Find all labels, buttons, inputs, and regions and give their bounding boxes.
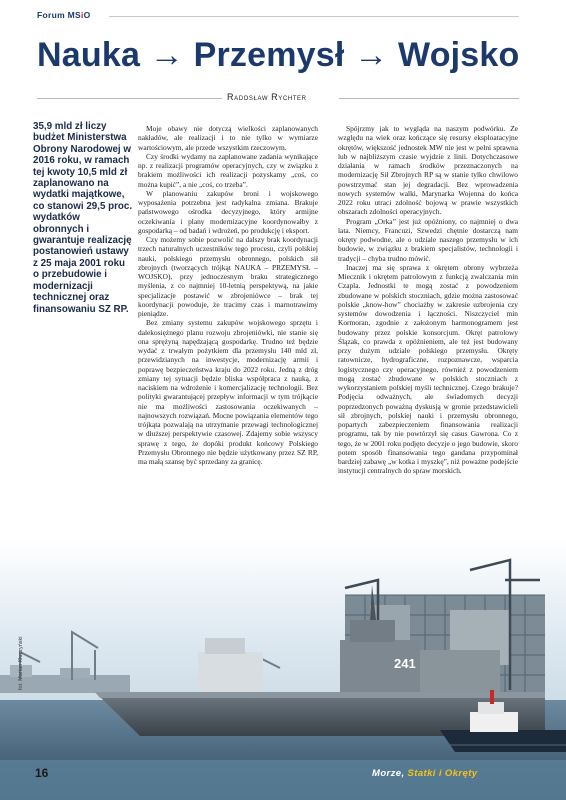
arrow-icon: → (354, 36, 389, 74)
title-word-wojsko: Wojsko (398, 36, 520, 74)
article-title (37, 34, 527, 76)
divider (339, 98, 519, 99)
footer-band (0, 760, 566, 800)
paragraph: Czy środki wydamy na zaplanowane zadania wynikające np. z realizacji programów operacyjnych, czy w związku z brakiem możliwości ich realizacji pozyskamy „coś, co można kupić”, a nie „coś, co trzeba”. (138, 151, 318, 189)
body-column-1 (138, 124, 318, 466)
paragraph: Program „Orka” jest już opóźniony, co najmniej o dwa lata. Niemcy, Francuzi, Szwedzi chętnie dostarczą nam okręty podwodne, ale o udziale naszego przemysłu w ich budowie, w związku z brakiem specjalistów, technologii i tradycji – chyba trudno mówić. (338, 216, 518, 263)
section-rule (109, 16, 519, 17)
author-name: Radosław Rychter (227, 92, 307, 102)
paragraph: W planowaniu zakupów broni i wojskowego wyposażenia potrzebna jest radykalna zmiana. Brakuje państwowego ośrodka decyzyjnego, który armijne oczekiwania i plany modernizacyjne koordynowałby z gospodarką – od badań i wdrożeń, po produkcję i eksport. (138, 188, 318, 235)
paragraph: Bez zmiany systemu zakupów wojskowego sprzętu i dalekosiężnego planu rozwoju zbrojeniówki, nie stanie się ona sprężyną napędzającą gospodarkę. Trudno też będzie wydać z trwałym pożytkiem dla przemysłu 140 mld zł, przewidzianych na inwestycje, modernizację armii i poprawę bezpieczeństwa kraju do 2022 roku. Jedną z dróg zmiany tej sytuacji będzie bliska współpraca z nauką, z naciskiem na wdrożenie i komercjalizację technologii. Bez polityki gwarantującej przepływ informacji w tym trójkącie nie ma możliwości zastosowania oczekiwanych – najnowszych rozwiązań. Mocne powiązania elementów tego trójkąta pozwalają na utrzymanie przewagi technologicznej w dłuższej perspektywie czasowej. Zdajemy sobie wszyscy sprawę z tego, że dopóki produkt końcowy Polskiego Przemysłu Obronnego nie będzie użytkowany przez SZ RP, ma małą szansę być sprzedany za granicę. (138, 318, 318, 466)
title-word-przemysl: Przemysł (193, 36, 345, 74)
section-label: Forum MSiO (37, 10, 91, 20)
photo-credit: fot. Marian Kluczyński (18, 636, 24, 690)
paragraph: Czy możemy sobie pozwolić na dalszy brak koordynacji trzech naturalnych uczestników tego procesu, czyli polskiej nauki, polskiego przemysłu obronnego, polskich sił zbrojnych (tworzących trójkąt NAUKA – PRZEMYSŁ – WOJSKO), przy jednoczesnym braku strategicznego myślenia, z co najmniej 10-letnią perspektywą, na jakie specjalizacje postawić w zbrojeniówce – brak tej koordynacji powoduje, że tracimy czas i marnotrawimy pieniądze. (138, 235, 318, 318)
section-header (37, 10, 519, 26)
lead-paragraph: 35,9 mld zł liczy budżet Ministerstwa Obrony Narodowej w 2016 roku, w ramach tej kwoty 10,5 mld zł zaplanowano na wydatki majątkowe, co stanowi 29,5 proc. wydatków obronnych i gwarantuje realizację postanowień ustawy z 25 maja 2001 roku o przebudowie i modernizacji technicznej oraz finansowaniu SZ RP. (33, 121, 133, 315)
paragraph: Spójrzmy jak to wygląda na naszym podwórku. Ze względu na wiek oraz kończące się resursy eksploatacyjne okrętów, większość jednostek MW nie jest w pełni sprawna lub w najbliższym czasie wyjdzie z linii. Dotychczasowe działania w ramach środków przeznaczonych na modernizację Sił Zbrojnych RP są w stanie tylko chwilowo powstrzymać stan jej degradacji. Bez wprowadzenia nowych systemów walki, Marynarka Wojenna do końca 2022 roku utraci zdolność bojową w prawie wszystkich obszarach zdolności operacyjnych. (338, 124, 518, 217)
warship-photo (0, 540, 566, 800)
divider (37, 98, 222, 99)
hull-number: 241 (394, 656, 416, 671)
body-column-2 (338, 124, 518, 476)
paragraph: Moje obawy nie dotyczą wielkości zaplanowanych nakładów, ale realizacji i to nie tylko w wymiarze wartościowym, ale przede wszystkim rzeczowym. (138, 124, 318, 152)
magazine-brand: Morze, Statki i Okręty (372, 768, 478, 779)
paragraph: Inaczej ma się sprawa z okrętem obrony wybrzeża Miecznik i okrętem patrolowym z funkcją zwalczania min Czapla. Jednostki te mogą zostać z powodzeniem zbudowane w polskich stoczniach, gdzie można zastosować polskie „know-how” chociażby w zakresie uzbrojenia czy systemów dowodzenia i łączności. Niszczyciel min Kormoran, zgodnie z założonym harmonogramem jest budowany przez polskie konsorcjum. Okręt patrolowy Ślązak, co prawda z opóźnieniem, ale też jest budowany przy dużym udziale polskiego przemysłu. Okręty ratownicze, hydrograficzne, rozpoznawcze, wsparcia logistycznego czy operacyjnego, również z powodzeniem mogą zostać zbudowane w polskich stoczniach z wykorzystaniem polskiej myśli technicznej. Czego brakuje? Podjęcia odważnych, ale świadomych decyzji poprzedzonych poważną dyskusją w gronie przedstawicieli sił zbrojnych, polskiej nauki i przemysłu obronnego, popartych zabezpieczeniem finansowania realizacji programu, tak by nie powtórzył się casus Gawrona. Co z tego, że w 2001 roku podjęto decyzje o jego budowie, skoro potem sposób finansowania tego gandana przypominał bardziej zabawę „w kotka i myszkę”, niż poważne podejście instytucji centralnych do spraw morskich. (338, 262, 518, 476)
arrow-icon: → (149, 36, 184, 74)
page-number: 16 (35, 766, 49, 780)
author-row (37, 92, 519, 106)
title-word-nauka: Nauka (37, 36, 141, 74)
